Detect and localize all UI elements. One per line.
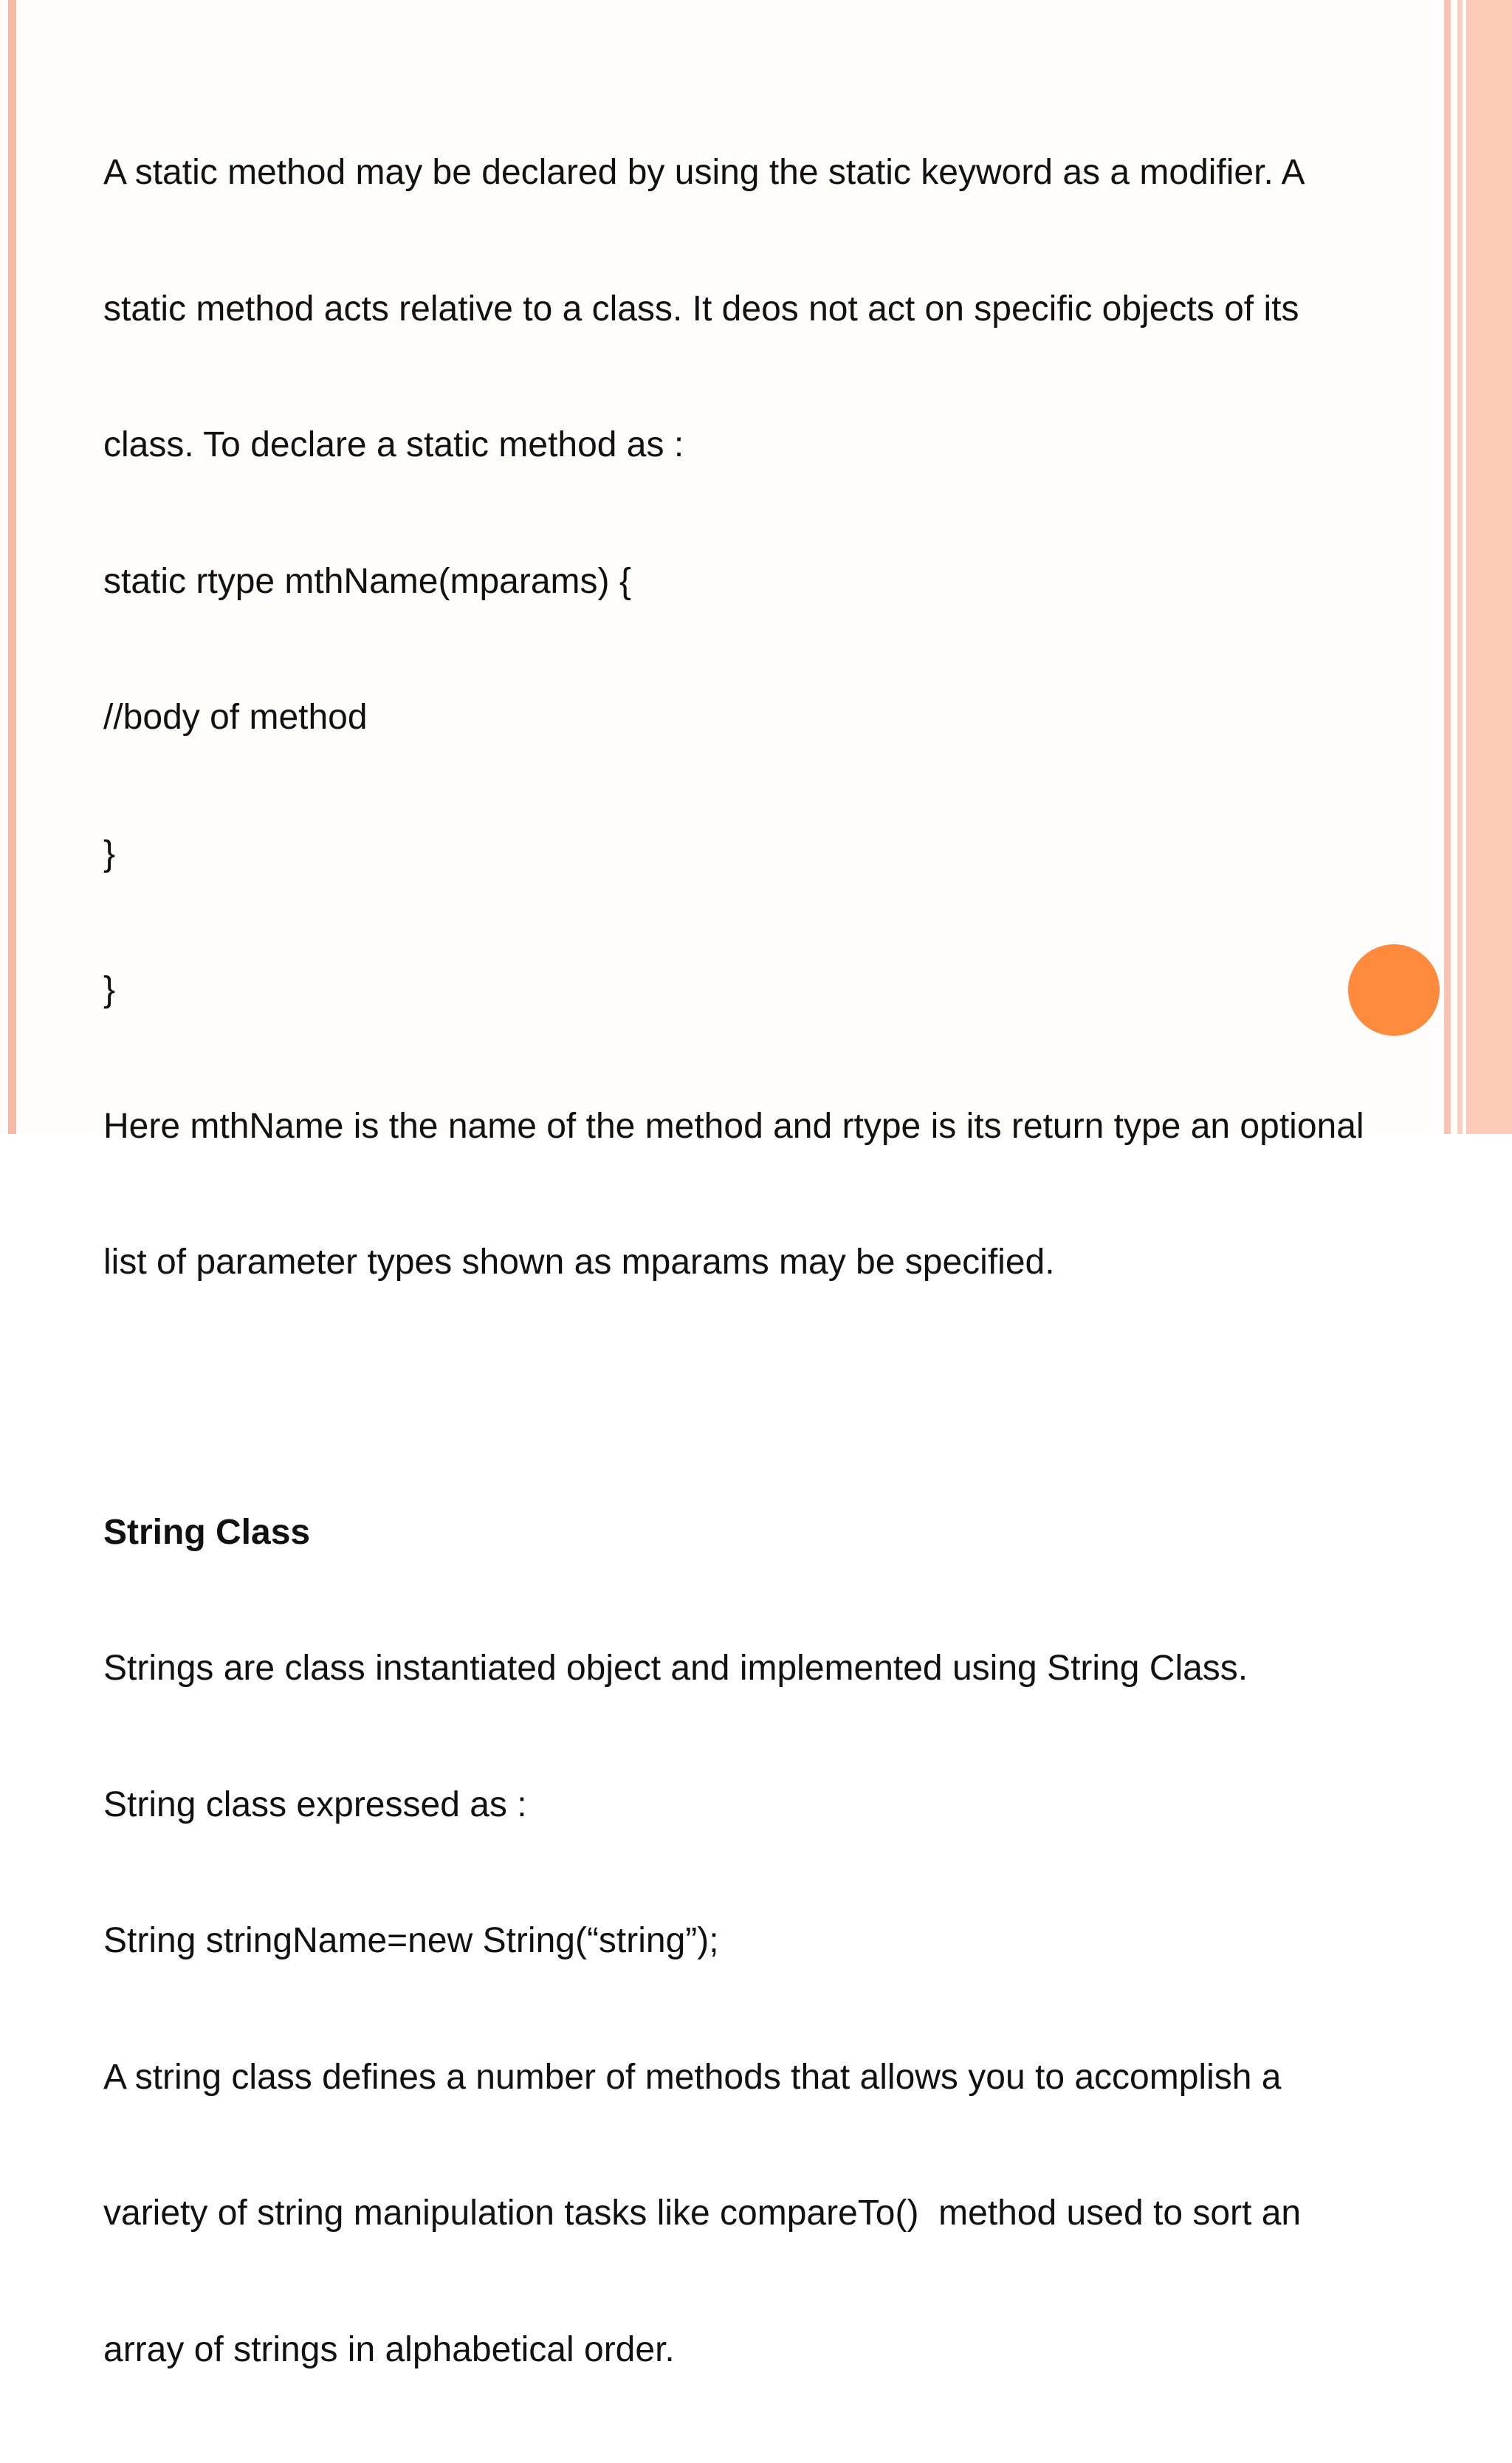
body-line: variety of string manipulation tasks like compareTo() method used to sort an <box>103 2194 1302 2233</box>
spacer <box>103 1376 1447 1419</box>
right-border-band <box>1466 0 1512 1134</box>
section-heading: String Class <box>103 1512 311 1552</box>
body-line: Strings are class instantiated object and implemented using String Class. <box>103 1649 1248 1688</box>
body-line: static method acts relative to a class. It deos not act on specific objects of its <box>103 289 1299 329</box>
orange-circle-decoration <box>1348 944 1440 1036</box>
body-line: A string class defines a number of methods that allows you to accomplish a <box>103 2057 1282 2097</box>
body-line: String class expressed as : <box>103 1784 527 1824</box>
body-line: Here mthName is the name of the method and rtype is its return type an optional <box>103 1106 1364 1146</box>
code-line: //body of method <box>103 698 368 737</box>
left-border-stripe <box>8 0 16 1134</box>
right-border-stripe-inner <box>1457 0 1463 1134</box>
slide-body <box>103 59 1447 2463</box>
code-line: String stringName=new String(“string”); <box>103 1921 719 1960</box>
code-line: } <box>103 970 116 1009</box>
body-line: array of strings in alphabetical order. <box>103 2329 675 2369</box>
code-line: static rtype mthName(mparams) { <box>103 561 631 601</box>
body-line: A static method may be declared by using the static keyword as a modifier. A <box>103 153 1305 192</box>
body-line: list of parameter types shown as mparams may be specified. <box>103 1243 1055 1282</box>
body-line: class. To declare a static method as : <box>103 425 684 464</box>
code-line: } <box>103 834 116 873</box>
